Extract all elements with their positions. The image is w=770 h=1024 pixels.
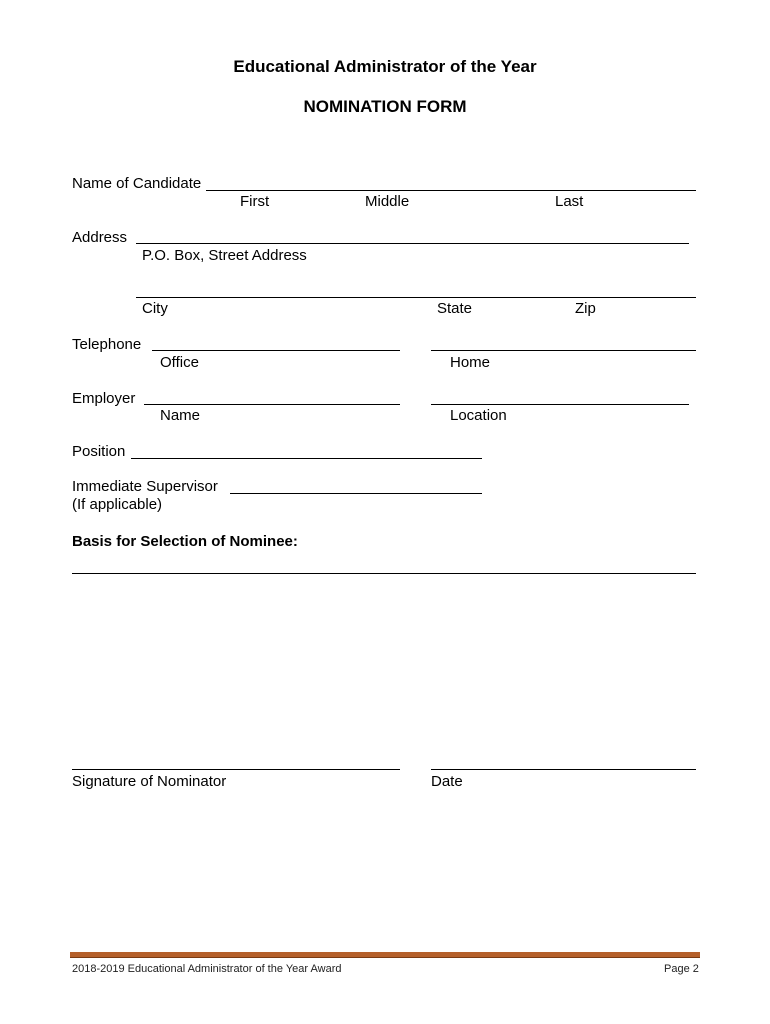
city-state-zip-field[interactable] <box>136 297 696 298</box>
state-label: State <box>437 300 473 317</box>
page-subtitle: NOMINATION FORM <box>303 97 467 116</box>
office-label: Office <box>160 354 199 371</box>
street-address-label: P.O. Box, Street Address <box>142 247 307 264</box>
employer-label: Employer <box>72 390 136 407</box>
basis-field[interactable] <box>72 573 696 574</box>
supervisor-label: Immediate Supervisor <box>72 478 218 495</box>
basis-heading: Basis for Selection of Nominee: <box>72 533 298 550</box>
employer-location-field[interactable] <box>431 404 689 405</box>
street-address-field[interactable] <box>136 243 689 244</box>
candidate-name-field[interactable] <box>206 190 696 191</box>
employer-name-field[interactable] <box>144 404 400 405</box>
position-label: Position <box>72 443 126 460</box>
address-label: Address <box>72 229 128 246</box>
position-field[interactable] <box>131 458 482 459</box>
candidate-first-label: First <box>240 193 270 210</box>
footer-text: 2018-2019 Educational Administrator of the Year Award <box>72 963 342 975</box>
office-phone-field[interactable] <box>152 350 400 351</box>
footer-divider <box>70 952 700 958</box>
supervisor-note: (If applicable) <box>72 496 163 513</box>
signature-label: Signature of Nominator <box>72 773 227 790</box>
candidate-middle-label: Middle <box>365 193 410 210</box>
zip-label: Zip <box>575 300 596 317</box>
supervisor-field[interactable] <box>230 493 482 494</box>
home-label: Home <box>450 354 491 371</box>
candidate-last-label: Last <box>555 193 584 210</box>
telephone-label: Telephone <box>72 336 142 353</box>
page-number: Page 2 <box>664 963 699 975</box>
signature-field[interactable] <box>72 769 400 770</box>
home-phone-field[interactable] <box>431 350 696 351</box>
date-label: Date <box>431 773 463 790</box>
candidate-label: Name of Candidate <box>72 175 202 192</box>
employer-location-label: Location <box>450 407 507 424</box>
employer-name-label: Name <box>160 407 201 424</box>
date-field[interactable] <box>431 769 696 770</box>
city-label: City <box>142 300 168 317</box>
page-title: Educational Administrator of the Year <box>233 57 537 76</box>
